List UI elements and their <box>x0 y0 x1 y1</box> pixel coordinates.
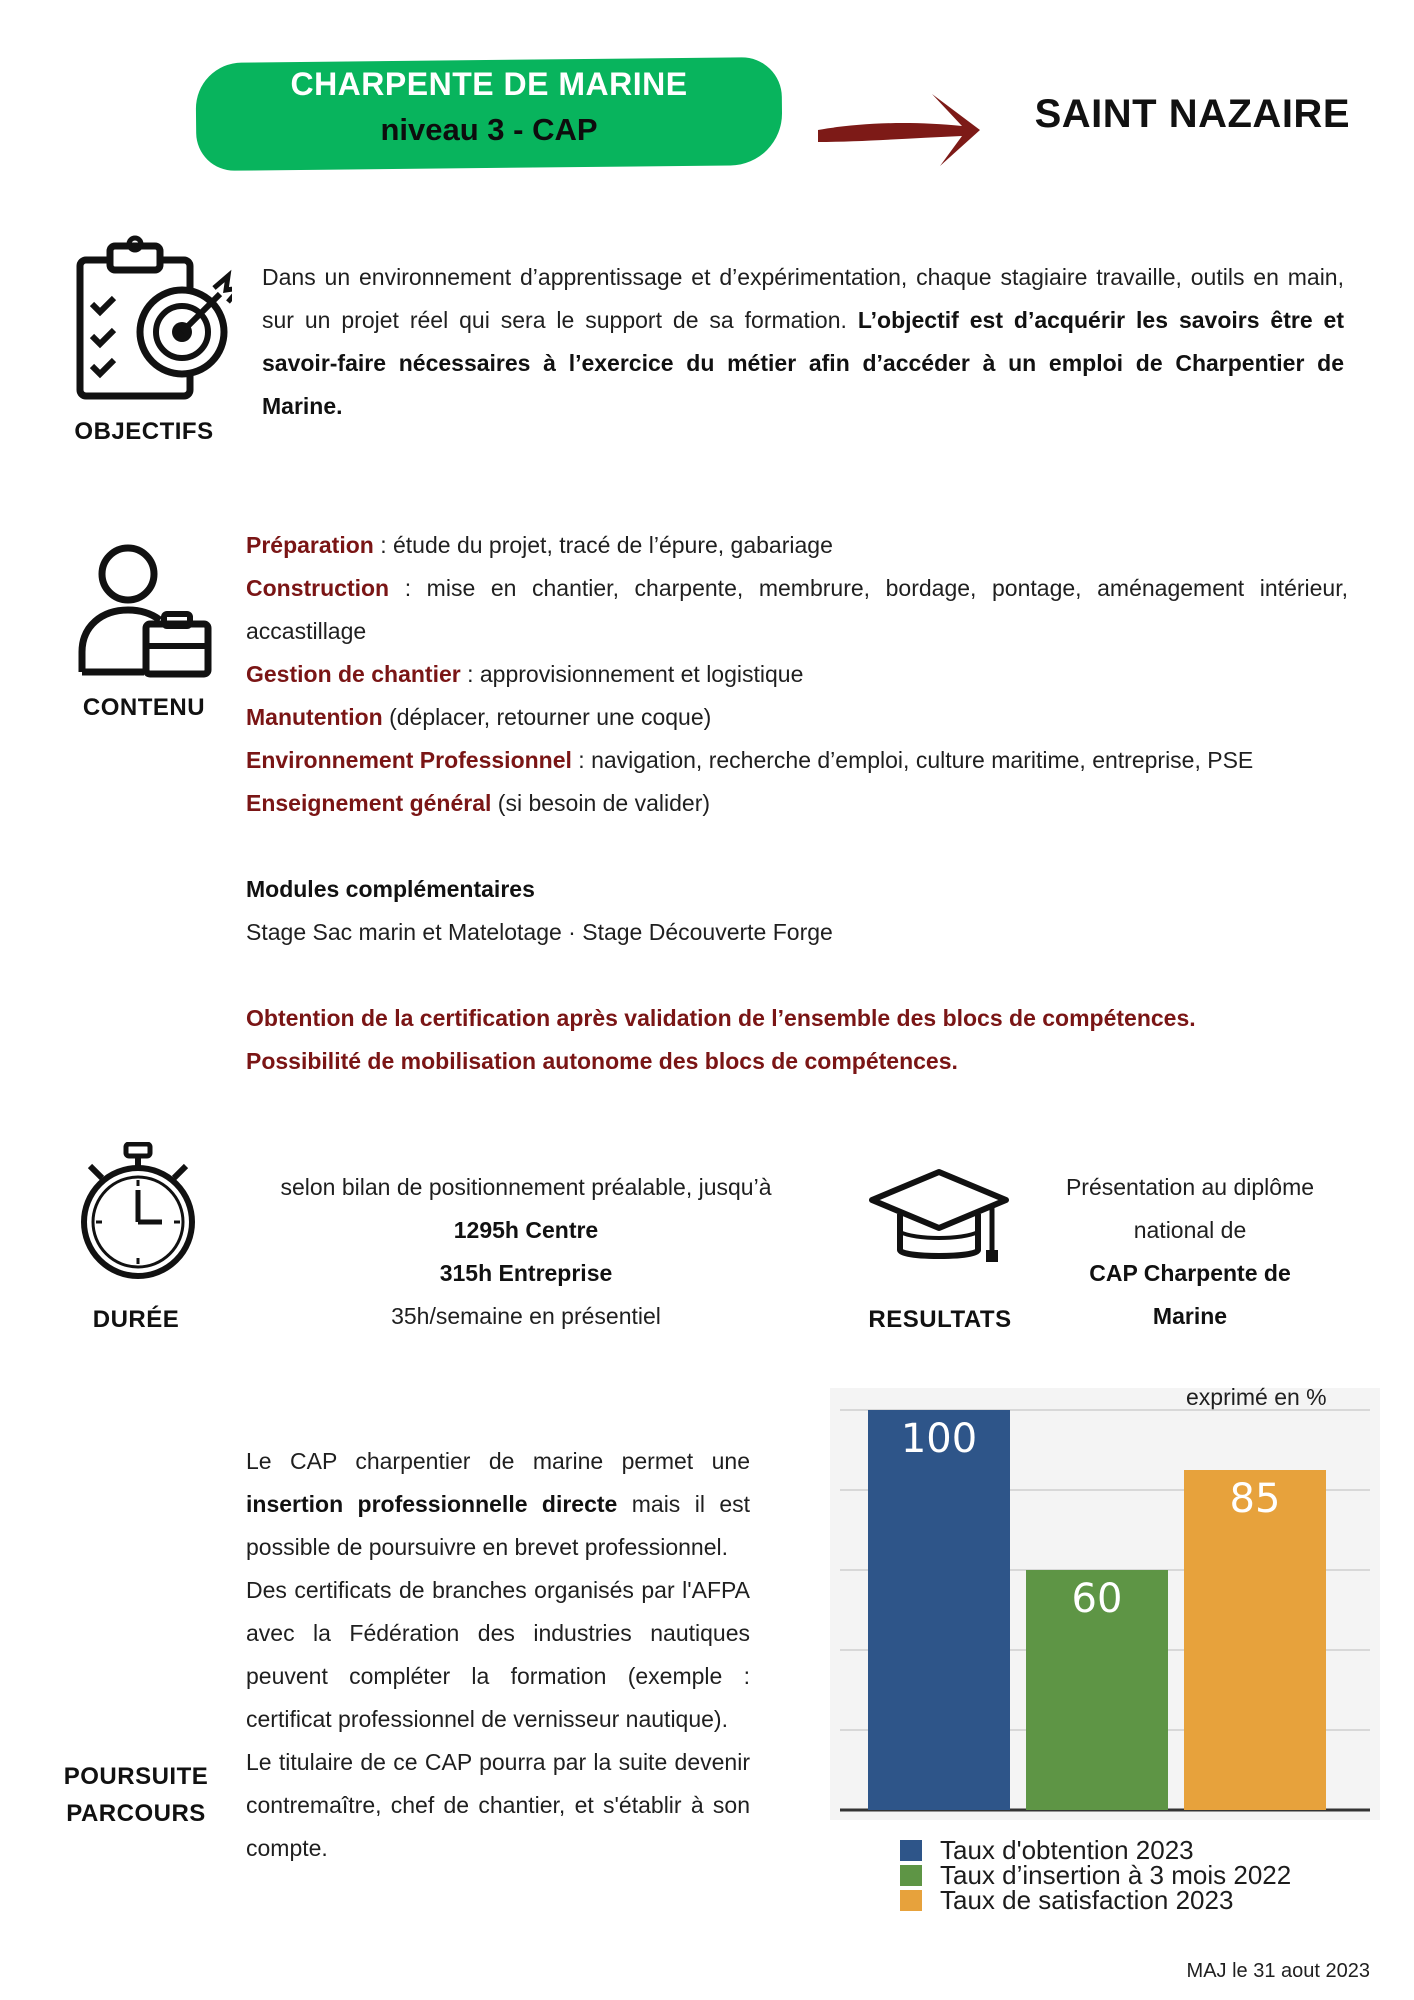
contenu-item <box>246 567 1348 653</box>
modules-title: Modules complémentaires <box>246 876 535 902</box>
poursuite-text <box>246 1440 750 1870</box>
contenu-term: Gestion de chantier <box>246 661 461 687</box>
contenu-item <box>246 696 1348 739</box>
resultats-text <box>1040 1166 1340 1338</box>
stopwatch-icon <box>76 1142 200 1282</box>
chart-data-label: 85 <box>1229 1476 1281 1522</box>
results-bar-chart <box>830 1380 1380 1820</box>
legend-item <box>900 1885 1291 1915</box>
poursuite-text-part: mais il est possible de poursuivre en brevet professionnel. <box>246 1491 751 1560</box>
contenu-term: Manutention <box>246 704 383 730</box>
legend-swatch <box>900 1890 922 1911</box>
legend-swatch <box>900 1840 922 1861</box>
certification-line-2: Possibilité de mobilisation autonome des blocs de compétences. <box>246 1048 958 1074</box>
section-label-objectifs: OBJECTIFS <box>74 418 214 445</box>
chart-data-label: 100 <box>900 1416 978 1462</box>
parcours-label-line: PARCOURS <box>66 1800 206 1827</box>
section-label-duree: DURÉE <box>92 1306 180 1333</box>
poursuite-label-line: POURSUITE <box>63 1763 209 1790</box>
chart-legend <box>900 1835 1292 1915</box>
certification-line-1: Obtention de la certification après validation de l’ensemble des blocs de compétences. <box>246 1005 1196 1031</box>
contenu-desc: : étude du projet, tracé de l’épure, gabariage <box>373 532 833 558</box>
duree-line: 35h/semaine en présentiel <box>391 1303 661 1329</box>
duree-text <box>226 1166 826 1338</box>
poursuite-text-part: Le CAP charpentier de marine permet une <box>246 1448 750 1474</box>
chart-bar <box>868 1410 1010 1810</box>
resultats-line: Présentation au diplôme <box>1065 1174 1315 1200</box>
course-level: niveau 3 - CAP <box>380 112 598 147</box>
person-briefcase-icon <box>76 544 212 680</box>
resultats-diploma: Marine <box>1152 1303 1228 1329</box>
graduation-cap-icon <box>866 1166 1012 1276</box>
course-title: CHARPENTE DE MARINE <box>290 66 688 102</box>
contenu-term: Enseignement général <box>246 790 492 816</box>
clipboard-target-icon <box>70 232 232 402</box>
contenu-term: Environnement Professionnel <box>246 747 572 773</box>
location: SAINT NAZAIRE <box>1034 92 1350 136</box>
contenu-term: Construction <box>246 575 390 601</box>
duree-hours-entreprise: 315h Entreprise <box>439 1260 613 1286</box>
chart-data-label: 60 <box>1071 1576 1123 1622</box>
contenu-item <box>246 653 1348 696</box>
resultats-line: national de <box>1133 1217 1247 1243</box>
objectifs-text <box>262 256 1344 428</box>
update-date: MAJ le 31 aout 2023 <box>1186 1960 1370 1982</box>
section-label-poursuite <box>56 1758 216 1832</box>
modules-text: Stage Sac marin et Matelotage · Stage Découverte Forge <box>246 919 833 945</box>
poursuite-paragraph <box>246 1440 750 1569</box>
legend-swatch <box>900 1865 922 1886</box>
contenu-item <box>246 782 1348 825</box>
contenu-desc: : navigation, recherche d’emploi, culture maritime, entreprise, PSE <box>571 747 1254 773</box>
duree-hours-centre: 1295h Centre <box>453 1217 599 1243</box>
legend-label: Taux d’insertion à 3 mois 2022 <box>940 1860 1292 1890</box>
contenu-item <box>246 739 1348 782</box>
contenu-desc: : approvisionnement et logistique <box>460 661 804 687</box>
contenu-item <box>246 524 1348 567</box>
contenu-desc: (si besoin de valider) <box>491 790 711 816</box>
chart-unit-note: exprimé en % <box>1186 1384 1327 1410</box>
section-label-contenu: CONTENU <box>82 694 206 721</box>
contenu-list <box>246 524 1348 1083</box>
objectifs-bold: L’objectif est d’acquérir les savoirs être et savoir-faire nécessaires à l’exercice du métier afin d’accéder à un emploi de Charpentier de Marine. <box>262 307 1345 419</box>
arrow-right-icon <box>812 86 997 176</box>
objectifs-plain: Dans un environnement d’apprentissage et d’expérimentation, chaque stagiaire travaille, outils en main, sur un projet réel qui sera le support de sa formation. <box>262 264 1344 333</box>
poursuite-paragraph: Des certificats de branches organisés par l'AFPA avec la Fédération des industries nautiques peuvent compléter la formation (exemple : certificat professionnel de vernisseur nautique). <box>246 1577 750 1732</box>
contenu-desc: : mise en chantier, charpente, membrure, bordage, pontage, aménagement intérieur, accastillage <box>246 575 1348 644</box>
duree-line: selon bilan de positionnement préalable, jusqu’à <box>280 1174 772 1200</box>
legend-label: Taux de satisfaction 2023 <box>940 1885 1234 1915</box>
contenu-term: Préparation <box>246 532 374 558</box>
section-label-resultats: RESULTATS <box>868 1306 1012 1333</box>
contenu-desc: (déplacer, retourner une coque) <box>382 704 712 730</box>
poursuite-emphasis: insertion professionnelle directe <box>246 1491 618 1517</box>
poursuite-paragraph: Le titulaire de ce CAP pourra par la suite devenir contremaître, chef de chantier, et s'établir à son compte. <box>246 1749 750 1861</box>
legend-label: Taux d'obtention 2023 <box>940 1835 1194 1865</box>
resultats-diploma: CAP Charpente de <box>1089 1260 1291 1286</box>
